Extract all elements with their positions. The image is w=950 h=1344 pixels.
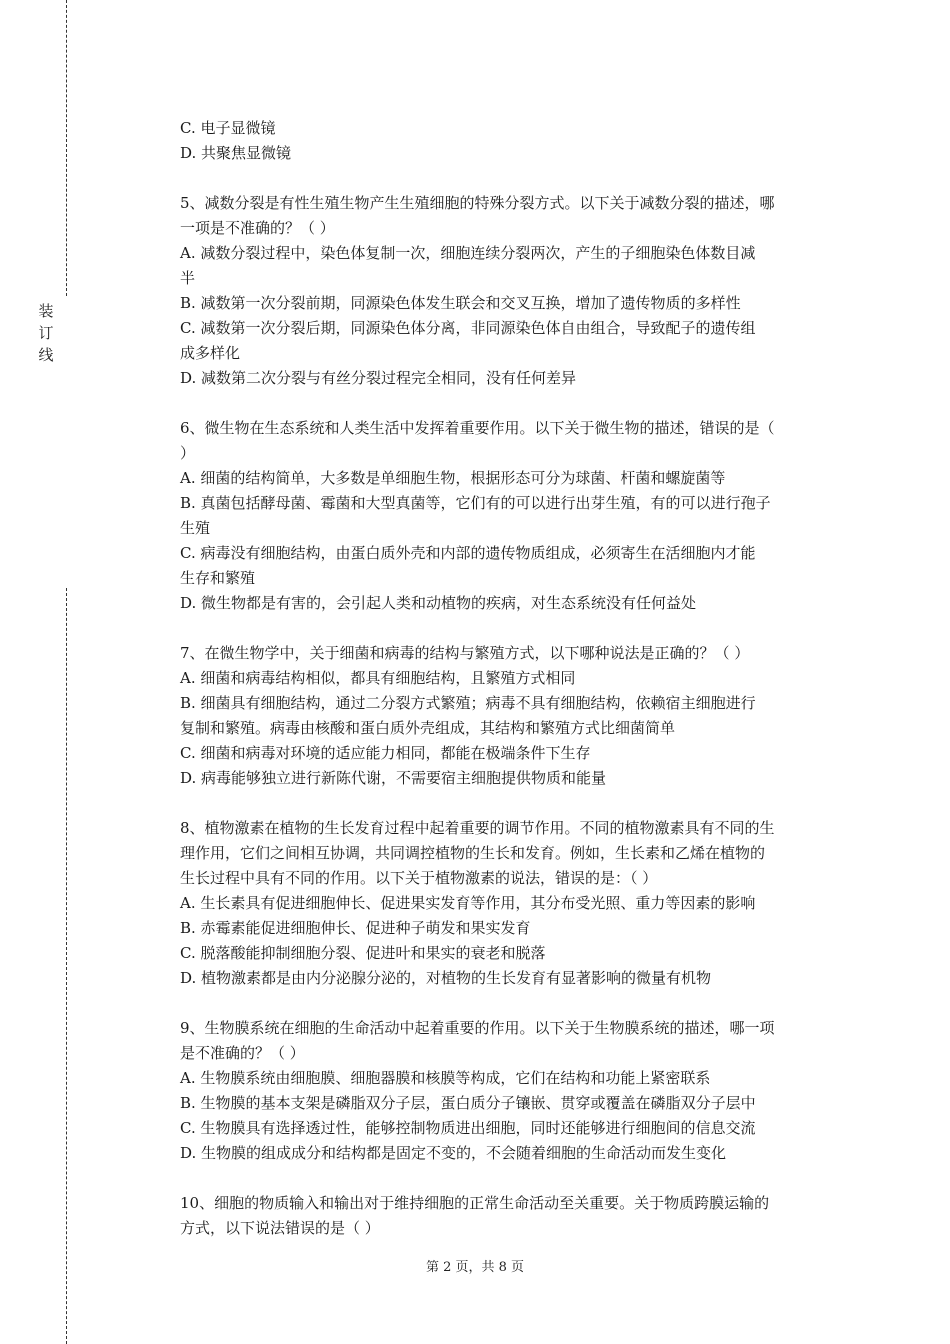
question-stem: 8、植物激素在植物的生长发育过程中起着重要的调节作用。不同的植物激素具有不同的生 [180, 819, 775, 837]
question-stem: ） [180, 444, 196, 462]
option-c: C. 细菌和病毒对环境的适应能力相同，都能在极端条件下生存 [180, 744, 591, 762]
question-stem: 7、在微生物学中，关于细菌和病毒的结构与繁殖方式，以下哪种说法是正确的？（ ） [180, 644, 750, 662]
question-10 [180, 1191, 840, 1241]
option-d: D. 微生物都是有害的，会引起人类和动植物的疾病，对生态系统没有任何益处 [180, 594, 697, 612]
question-stem: 理作用，它们之间相互协调，共同调控植物的生长和发育。例如，生长素和乙烯在植物的 [180, 844, 766, 862]
question-stem: 5、减数分裂是有性生殖生物产生生殖细胞的特殊分裂方式。以下关于减数分裂的描述，哪 [180, 194, 775, 212]
question-6 [180, 416, 840, 616]
binding-dashed-line-top [66, 0, 67, 296]
binding-char: 订 [38, 324, 54, 342]
question-stem: 10、细胞的物质输入和输出对于维持细胞的正常生命活动至关重要。关于物质跨膜运输的 [180, 1194, 770, 1212]
option-b: B. 细菌具有细胞结构，通过二分裂方式繁殖；病毒不具有细胞结构，依赖宿主细胞进行 [180, 694, 756, 712]
binding-char: 装 [38, 302, 54, 320]
option-a: A. 生物膜系统由细胞膜、细胞器膜和核膜等构成，它们在结构和功能上紧密联系 [180, 1069, 711, 1087]
question-stem: 生长过程中具有不同的作用。以下关于植物激素的说法，错误的是：（ ） [180, 869, 658, 887]
option-d: D. 植物激素都是由内分泌腺分泌的，对植物的生长发育有显著影响的微量有机物 [180, 969, 712, 987]
option-a: A. 减数分裂过程中，染色体复制一次，细胞连续分裂两次，产生的子细胞染色体数目减 [180, 244, 756, 262]
option-b: B. 真菌包括酵母菌、霉菌和大型真菌等，它们有的可以进行出芽生殖，有的可以进行孢子 [180, 494, 771, 512]
question-stem: 一项是不准确的？（ ） [180, 219, 335, 237]
question-stem: 是不准确的？（ ） [180, 1044, 305, 1062]
option-b: B. 赤霉素能促进细胞伸长、促进种子萌发和果实发育 [180, 919, 531, 937]
option-b: B. 减数第一次分裂前期，同源染色体发生联会和交叉互换，增加了遗传物质的多样性 [180, 294, 741, 312]
question-content [180, 116, 840, 1241]
page-number: 第 2 页，共 8 页 [425, 1260, 525, 1275]
option-b: 复制和繁殖。病毒由核酸和蛋白质外壳组成，其结构和繁殖方式比细菌简单 [180, 719, 676, 737]
option-d: D. 减数第二次分裂与有丝分裂过程完全相同，没有任何差异 [180, 369, 577, 387]
option-c: C. 生物膜具有选择透过性，能够控制物质进出细胞，同时还能够进行细胞间的信息交流 [180, 1119, 756, 1137]
binding-line-label [36, 300, 56, 366]
question-5 [180, 191, 840, 391]
question-stem: 方式，以下说法错误的是（ ） [180, 1219, 380, 1237]
option-d: D. 病毒能够独立进行新陈代谢，不需要宿主细胞提供物质和能量 [180, 769, 607, 787]
binding-dashed-line-bottom [66, 588, 67, 1344]
option-a: 半 [180, 269, 196, 287]
question-8 [180, 816, 840, 991]
binding-char: 线 [38, 346, 54, 364]
question-9 [180, 1016, 840, 1166]
option-a: A. 生长素具有促进细胞伸长、促进果实发育等作用，其分布受光照、重力等因素的影响 [180, 894, 756, 912]
question-stem: 6、微生物在生态系统和人类生活中发挥着重要作用。以下关于微生物的描述，错误的是（ [180, 419, 775, 437]
option-a: A. 细菌的结构简单，大多数是单细胞生物，根据形态可分为球菌、杆菌和螺旋菌等 [180, 469, 726, 487]
option-c: 成多样化 [180, 344, 241, 362]
question-7 [180, 641, 840, 791]
question-4-options-tail [180, 116, 840, 166]
option-b: 生殖 [180, 519, 211, 537]
option-a: A. 细菌和病毒结构相似，都具有细胞结构，且繁殖方式相同 [180, 669, 576, 687]
option-d: D. 生物膜的组成成分和结构都是固定不变的，不会随着细胞的生命活动而发生变化 [180, 1144, 727, 1162]
option-c: C. 脱落酸能抑制细胞分裂、促进叶和果实的衰老和脱落 [180, 944, 546, 962]
option-c: C. 电子显微镜 [180, 119, 276, 137]
question-stem: 9、生物膜系统在细胞的生命活动中起着重要的作用。以下关于生物膜系统的描述，哪一项 [180, 1019, 775, 1037]
option-c: C. 减数第一次分裂后期，同源染色体分离，非同源染色体自由组合，导致配子的遗传组 [180, 319, 756, 337]
option-d: D. 共聚焦显微镜 [180, 144, 292, 162]
option-c: C. 病毒没有细胞结构，由蛋白质外壳和内部的遗传物质组成，必须寄生在活细胞内才能 [180, 544, 756, 562]
option-c: 生存和繁殖 [180, 569, 256, 587]
option-b: B. 生物膜的基本支架是磷脂双分子层，蛋白质分子镶嵌、贯穿或覆盖在磷脂双分子层中 [180, 1094, 756, 1112]
